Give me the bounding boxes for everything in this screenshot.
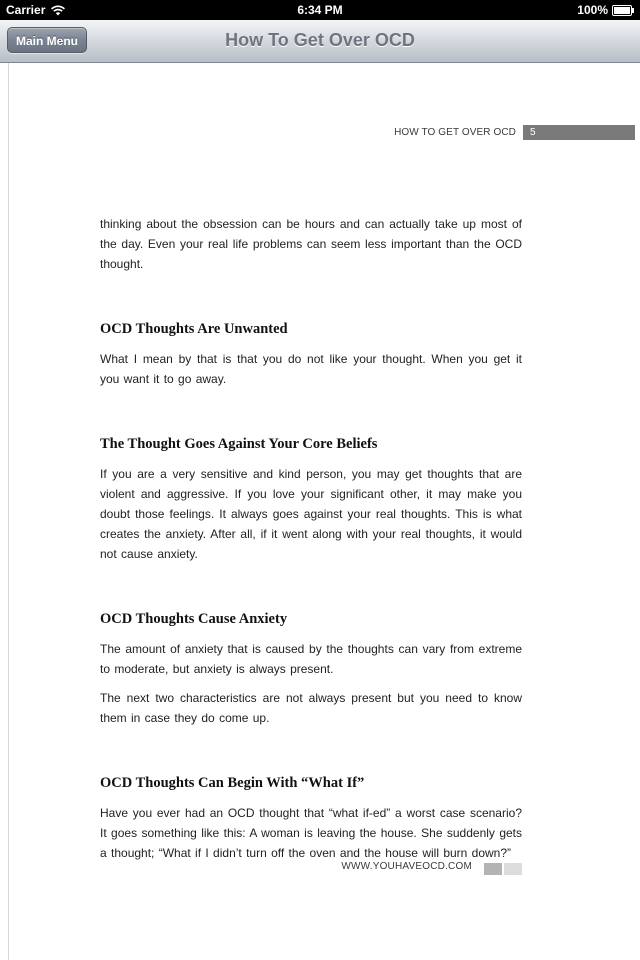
- section-paragraph: If you are a very sensitive and kind person, you may get thoughts that are violent and aggressive. If you love your significant other, it may make you doubt those feelings. It always goes against your real thoughts. This is what creates the anxiety. After all, if it went along with your real thoughts, it would not cause anxiety.: [100, 467, 522, 561]
- status-bar: [0, 0, 640, 20]
- page-number: 5: [523, 125, 635, 140]
- battery-indicator: [577, 3, 634, 17]
- book-page[interactable]: [8, 63, 635, 960]
- section-paragraph: The next two characteristics are not always present but you need to know them in case they do come up.: [100, 691, 522, 725]
- section-heading-unwanted: OCD Thoughts Are Unwanted: [100, 321, 288, 337]
- carrier-label: Carrier: [6, 3, 46, 17]
- main-menu-button[interactable]: Main Menu: [7, 27, 87, 53]
- navigation-bar: [0, 20, 640, 63]
- nav-title: How To Get Over OCD: [225, 30, 415, 50]
- section-heading-anxiety: OCD Thoughts Cause Anxiety: [100, 611, 288, 627]
- section-paragraph: Have you ever had an OCD thought that “what if-ed” a worst case scenario? It goes something like this: A woman is leaving the house. She suddenly gets a thought; “What if I didn’t turn off the oven and the house will burn down?”: [100, 806, 522, 860]
- page-footer: [9, 861, 522, 875]
- section-paragraph: The amount of anxiety that is caused by the thoughts can vary from extreme to moderate, but anxiety is always present.: [100, 642, 522, 676]
- section-heading-core-beliefs: The Thought Goes Against Your Core Beliefs: [100, 436, 378, 452]
- footer-url: WWW.YOUHAVEOCD.COM: [341, 861, 472, 872]
- battery-icon: [612, 5, 634, 16]
- page-content: [100, 214, 522, 872]
- clock: 6:34 PM: [297, 3, 343, 17]
- intro-paragraph: thinking about the obsession can be hours and can actually take up most of the day. Even your real life problems can seem less important than the OCD thought.: [100, 217, 522, 271]
- footer-decoration: [484, 863, 502, 875]
- page-header: [394, 125, 635, 140]
- section-paragraph: What I mean by that is that you do not like your thought. When you get it you want it to go away.: [100, 352, 522, 386]
- running-header: HOW TO GET OVER OCD: [394, 127, 516, 138]
- section-heading-what-if: OCD Thoughts Can Begin With “What If”: [100, 775, 365, 791]
- footer-decoration: [504, 863, 522, 875]
- battery-percent: 100%: [577, 3, 608, 17]
